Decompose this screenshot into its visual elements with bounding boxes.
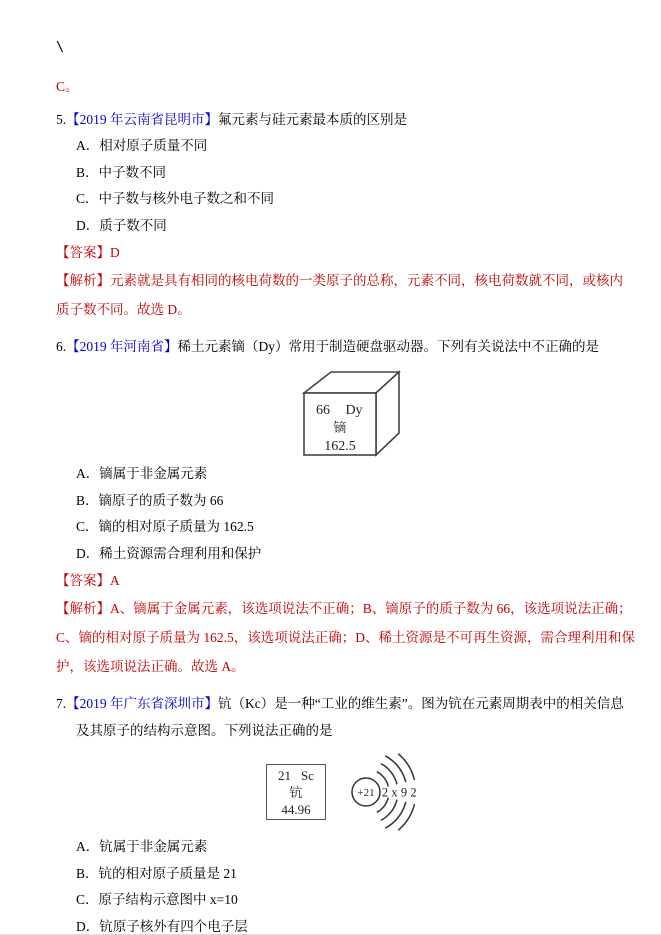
- source-tag: 【2019 年广东省深圳市】: [66, 696, 218, 711]
- shell-2-lower-arc: [381, 800, 397, 821]
- option-label: A．: [76, 839, 100, 854]
- shell-1-upper-arc: [377, 772, 389, 787]
- option-a: [76, 461, 635, 488]
- option-label: D．: [76, 545, 100, 561]
- option-a: [76, 133, 635, 160]
- option-text: 镝原子的质子数为 66: [98, 492, 224, 508]
- option-label: D．: [76, 918, 100, 934]
- answer-label: 【答案】: [56, 245, 110, 260]
- option-label: C．: [76, 191, 99, 206]
- shell-2-electron-count: x: [391, 785, 398, 800]
- question-7: [56, 690, 635, 935]
- source-tag: 【2019 年云南省昆明市】: [66, 112, 218, 127]
- cube-atomic-number: 66: [316, 403, 330, 418]
- option-label: C．: [76, 519, 99, 534]
- cell-element-symbol: Sc: [301, 767, 314, 783]
- dysprosium-cube-figure: [300, 367, 401, 459]
- question-7-stem: [56, 690, 635, 744]
- option-label: D．: [76, 217, 100, 233]
- answer-label: 【答案】: [56, 573, 110, 588]
- cube-element-symbol: Dy: [345, 403, 363, 418]
- question-6: [56, 333, 635, 681]
- question-6-stem: [56, 333, 635, 360]
- option-label: A．: [76, 138, 100, 153]
- option-text: 稀土资源需合理利用和保护: [99, 545, 262, 561]
- option-text: 质子数不同: [99, 217, 167, 233]
- shell-4-upper-arc: [398, 754, 414, 780]
- periodic-table-cell: [266, 764, 326, 820]
- cell-top-row: [278, 767, 314, 784]
- cube-element-name: 镝: [333, 420, 347, 435]
- question-5: [56, 106, 635, 324]
- option-d: [76, 541, 635, 568]
- shell-1-electron-count: 2: [381, 785, 389, 800]
- analysis-line: [56, 594, 635, 681]
- option-label: C．: [76, 892, 99, 907]
- option-b: [76, 488, 635, 515]
- analysis-label: 【解析】: [56, 601, 110, 616]
- option-c: [76, 514, 635, 541]
- option-text: 钪属于非金属元素: [99, 839, 208, 854]
- question-number: 6.: [56, 339, 67, 354]
- option-text: 相对原子质量不同: [99, 138, 208, 153]
- scandium-figure: [266, 753, 635, 831]
- option-d: [76, 914, 635, 935]
- option-c: [76, 887, 635, 914]
- option-c: [76, 186, 635, 213]
- option-a: [76, 834, 635, 861]
- stem-text: 钪（Kc）是一种“工业的维生素”。图为钪在元素周期表中的相关信息及其原子的结构示意图。下列说法正确的是: [76, 696, 624, 738]
- option-text: 中子数不同: [98, 164, 167, 180]
- shell-1-lower-arc: [377, 798, 389, 813]
- option-text: 镝属于非金属元素: [99, 466, 208, 481]
- question-number: 7.: [56, 696, 67, 711]
- option-d: [76, 213, 635, 240]
- question-number: 5.: [56, 112, 67, 127]
- atom-structure-diagram: [346, 753, 451, 831]
- option-text: 镝的相对原子质量为 162.5: [98, 519, 254, 534]
- nucleus-charge: +21: [357, 787, 375, 799]
- shell-4-lower-arc: [398, 804, 414, 830]
- stem-text: 稀土元素镝（Dy）常用于制造硬盘驱动器。下列有关说法中不正确的是: [177, 339, 599, 354]
- option-text: 原子结构示意图中 x=10: [98, 892, 238, 907]
- source-tag: 【2019 年河南省】: [66, 339, 178, 354]
- option-b: [76, 160, 635, 187]
- analysis-text: A、镝属于金属元素，该选项说法不正确；B、镝原子的质子数为 66，该选项说法正确；C、镝的相对原子质量为 162.5，该选项说法正确；D、稀土资源是不可再生资源，需合理利用和保护，该选项说法正确。故选 A。: [56, 601, 636, 674]
- cell-atomic-number: 21: [278, 767, 291, 783]
- analysis-line: [56, 266, 635, 324]
- option-label: B．: [76, 164, 99, 180]
- shell-3-electron-count: 9: [400, 785, 408, 800]
- element-cube-figure: [300, 367, 635, 459]
- answer-value: D: [110, 245, 120, 260]
- option-label: B．: [76, 492, 99, 508]
- stem-text: 氟元素与硅元素最本质的区别是: [218, 112, 407, 127]
- shell-4-electron-count: 2: [410, 785, 417, 800]
- option-text: 中子数与核外电子数之和不同: [98, 191, 275, 206]
- cell-atomic-mass: 44.96: [281, 801, 311, 817]
- stray-backslash: \: [56, 39, 65, 55]
- answer-line: [56, 567, 635, 594]
- analysis-label: 【解析】: [56, 273, 110, 288]
- analysis-text: 元素就是具有相同的核电荷数的一类原子的总称，元素不同，核电荷数就不同，或核内质子数不同。故选 D。: [56, 273, 623, 317]
- shell-2-upper-arc: [381, 764, 397, 785]
- option-label: B．: [76, 865, 99, 881]
- cell-element-name: 钪: [289, 784, 303, 800]
- option-label: A．: [76, 466, 100, 481]
- option-text: 钪的相对原子质量是 21: [98, 865, 237, 881]
- question-5-stem: [56, 106, 635, 133]
- option-text: 钪原子核外有四个电子层: [99, 918, 248, 934]
- answer-fragment: C。: [56, 79, 79, 94]
- cube-atomic-mass: 162.5: [324, 439, 356, 454]
- answer-line: [56, 239, 635, 266]
- option-b: [76, 861, 635, 888]
- answer-value: A: [110, 573, 120, 588]
